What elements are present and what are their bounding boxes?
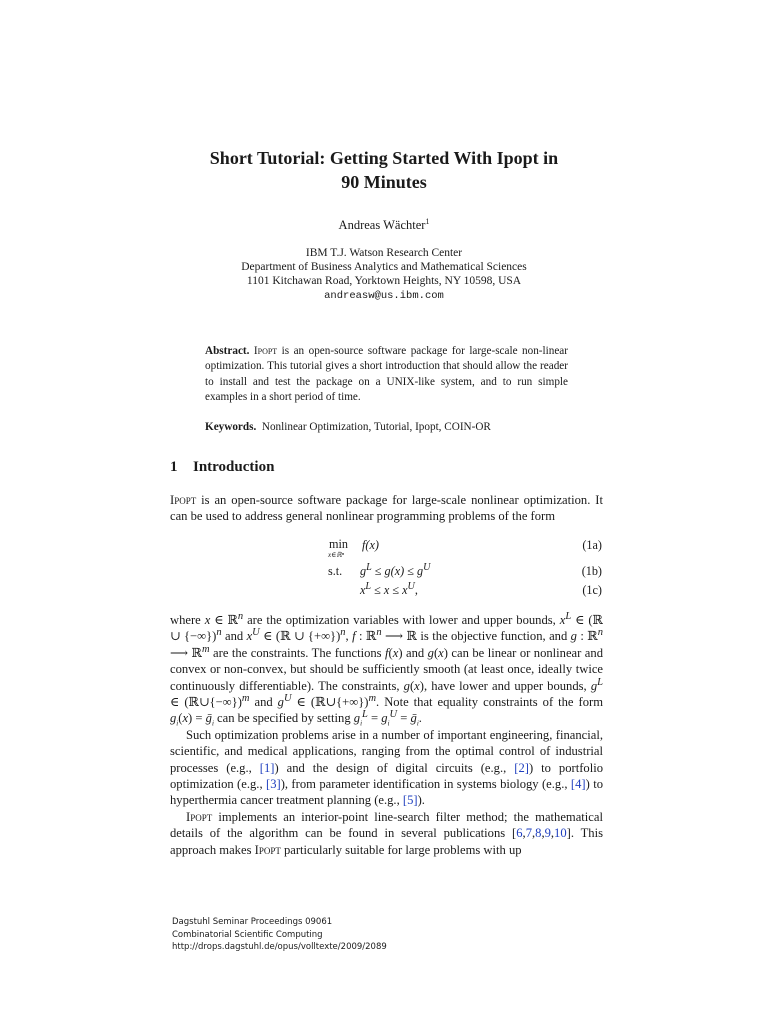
author-footnote-mark: 1 bbox=[425, 217, 430, 226]
p2-text-7: and bbox=[402, 645, 428, 660]
eq-st-label bbox=[328, 564, 342, 579]
eq-number-1b: (1b) bbox=[581, 564, 602, 578]
section-heading bbox=[170, 459, 274, 476]
footer-url[interactable]: http://drops.dagstuhl.de/opus/volltexte/2009/2089 bbox=[172, 942, 387, 952]
keywords-text: Nonlinear Optimization, Tutorial, Ipopt, COIN-OR bbox=[261, 421, 491, 433]
eq-number-1c: (1c) bbox=[582, 583, 602, 597]
p2-text-13: . bbox=[418, 711, 422, 726]
p4-text-2: ]. This approach makes bbox=[170, 826, 604, 857]
abstract bbox=[205, 344, 568, 406]
p2-text-6: are the constraints. The functions bbox=[209, 645, 386, 660]
p3-text-4: ), from parameter identification in systems biology (e.g., bbox=[280, 777, 571, 792]
p4-text-1: implements an interior-point line-search filter method; the mathematical details of the algorithm can be found in several publications [ bbox=[170, 809, 603, 841]
author-text: Andreas Wächter bbox=[338, 218, 426, 232]
intro-paragraph-4: Ipopt implements an interior-point line-search filter method; the mathematical details of the algorithm can be found in several publications [6,7,8,9,10]. This approach makes Ipopt particularly suitable for large problems with up bbox=[170, 809, 604, 857]
p2-text-5: is the objective function, and bbox=[416, 629, 571, 644]
affiliation-line-2: Department of Business Analytics and Mathematical Sciences bbox=[241, 261, 527, 274]
p2-text-4: , bbox=[345, 629, 353, 644]
abstract-name: Ipopt bbox=[253, 345, 278, 357]
eq-st-text: s.t. bbox=[328, 564, 343, 578]
page-footer bbox=[172, 916, 387, 954]
citation-4[interactable]: [4] bbox=[570, 777, 586, 792]
ipopt-name: Ipopt bbox=[170, 493, 197, 507]
title-line-1: Short Tutorial: Getting Started With Ipopt in bbox=[209, 148, 559, 168]
citation-7[interactable]: 7 bbox=[525, 826, 532, 841]
section-number: 1 bbox=[170, 459, 178, 475]
p2-text-8: can be linear or nonlinear and convex or non-convex, but should be sufficiently smooth (at least once, ideally twice continuously differentiable). The constraints, bbox=[170, 645, 603, 693]
citation-10[interactable]: 10 bbox=[554, 826, 567, 841]
ipopt-name-2: Ipopt bbox=[186, 809, 213, 824]
title-line-2: 90 Minutes bbox=[341, 172, 427, 192]
keywords-label: Keywords. bbox=[205, 421, 257, 433]
affiliation-line-3: 1101 Kitchawan Road, Yorktown Heights, NY 10598, USA bbox=[246, 275, 522, 288]
intro-paragraph-1 bbox=[170, 492, 603, 525]
paper-title bbox=[0, 146, 768, 194]
eq-constraint-bounds: $g^L \le g(x) \le g^U$ bbox=[360, 561, 431, 578]
p3-text-2: ) and the design of digital circuits (e.g., bbox=[274, 760, 515, 775]
footer-line-1: Dagstuhl Seminar Proceedings 09061 bbox=[172, 917, 333, 927]
citation-8[interactable]: 8 bbox=[535, 826, 542, 841]
citation-2[interactable]: [2] bbox=[514, 760, 529, 775]
intro-paragraph-3 bbox=[170, 727, 603, 809]
keywords bbox=[205, 420, 568, 435]
p2-text-1: where bbox=[170, 613, 205, 627]
abstract-label: Abstract. bbox=[205, 345, 250, 357]
eq-number-1a: (1a) bbox=[582, 538, 602, 552]
p3-text-6: ). bbox=[417, 793, 425, 808]
p2-text-10: and bbox=[249, 695, 278, 710]
abstract-text: is an open-source software package for large-scale non-linear optimization. This tutorial gives a short introduction that should allow the reader to install and test the package on a UNIX-like system, and to run simple examples in a short period of time. bbox=[205, 345, 568, 404]
ipopt-name-3: Ipopt bbox=[254, 842, 281, 857]
eq-min-subscript: x∈ℝⁿ bbox=[328, 551, 345, 559]
eq-variable-bounds: $x^L \le x \le x^U$, bbox=[360, 580, 418, 597]
p3-text-5: ) to hyperthermia cancer treatment planning (e.g., bbox=[170, 777, 604, 808]
p2-text-11: . Note that equality constraints of the form bbox=[376, 695, 604, 710]
citation-9[interactable]: 9 bbox=[544, 826, 551, 841]
author-email: andreasw@us.ibm.com bbox=[324, 289, 444, 302]
citation-1[interactable]: [1] bbox=[259, 760, 275, 775]
affiliation-block bbox=[0, 246, 768, 303]
citation-3[interactable]: [3] bbox=[266, 777, 281, 792]
intro-p1-text: is an open-source software package for large-scale nonlinear optimization. It can be used to address general nonlinear programming problems of the form bbox=[170, 493, 603, 524]
citation-5[interactable]: [5] bbox=[402, 793, 418, 808]
p2-text-2: are the optimization variables with lower and upper bounds, bbox=[243, 613, 560, 627]
p2-text-9: , have lower and upper bounds, bbox=[423, 678, 591, 693]
p4-text-3: particularly suitable for large problems with up bbox=[280, 842, 522, 857]
affiliation-line-1: IBM T.J. Watson Research Center bbox=[305, 247, 463, 259]
footer-line-2: Combinatorial Scientific Computing bbox=[172, 929, 323, 940]
intro-paragraph-2: where x ∈ ℝ$^n$ are the optimization variables with lower and upper bounds, $x^L$ ∈ (ℝ ∪ {−∞})$^n$ and $x^U$ ∈ (ℝ ∪ {+∞})$^n$, f : ℝ$^n$ ⟶ ℝ is the objective function, and g : ℝ$^n$ ⟶ ℝ$^m$ are the constraints. The functions f(x) and g(x) can be linear or nonlinear and convex or non-convex, but should be sufficiently smooth (at least once, ideally twice continuously differentiable). The constraints, g(x), have lower and upper bounds, $g^L$ ∈ (ℝ∪{−∞})$^m$ and $g^U$ ∈ (ℝ∪{+∞})$^m$. Note that equality constraints of the form $g_i(x)$ = ḡ$_i$ can be specified by setting $g_i^L = g_i^U$ = ḡ$_i$. Such optimization problems arise in a number of important engineering, financial, scientific, and medical applications, ranging from the optimal control of industrial processes (e.g., [1]) and the design of digital circuits (e.g., [2]) to portfolio optimization (e.g., [3]), from parameter identification in systems biology (e.g., [4]) to hyperthermia cancer treatment planning (e.g., [5]). Ipopt implements an interior-point line-search filter method; the mathematical details of the algorithm can be found in several publications [6,7,8,9,10]. This approach makes Ipopt particularly suitable for large problems with up bbox=[170, 610, 604, 857]
p2-text-3: and bbox=[221, 629, 247, 644]
p2-text-12: can be specified by setting bbox=[213, 711, 354, 726]
eq-min-operator: min bbox=[329, 537, 348, 551]
p3-text-1: Such optimization problems arise in a number of important engineering, financial, scientific, and medical applications, ranging from the optimal control of industrial processes (e.g., bbox=[170, 727, 603, 775]
eq-min bbox=[329, 537, 348, 552]
citation-6[interactable]: 6 bbox=[516, 826, 523, 841]
eq-objective: f(x) bbox=[362, 538, 379, 552]
p3-text-3: ) to portfolio optimization (e.g., bbox=[170, 760, 603, 792]
section-title: Introduction bbox=[193, 459, 275, 475]
author-name bbox=[0, 218, 768, 233]
